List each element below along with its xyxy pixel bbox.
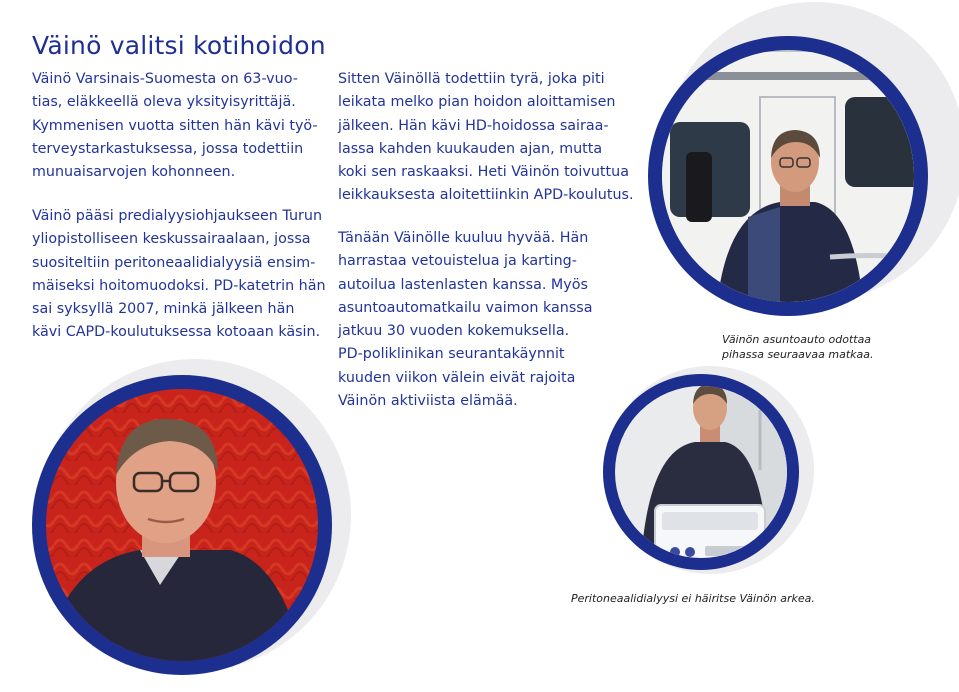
text-line: Sitten Väinöllä todettiin tyrä, joka piti [338, 71, 605, 87]
text-line: mäiseksi hoitomuodoksi. PD-katetrin hän [32, 277, 326, 294]
text-line: Väinö Varsinais-Suomesta on 63-vuo- [32, 71, 298, 87]
motorhome-caption [722, 332, 874, 362]
col2-paragraph-1 [338, 68, 634, 208]
dialysis-caption [571, 591, 815, 606]
col1-paragraph-2 [32, 205, 326, 345]
text-line: jälkeen. Hän kävi HD-hoidossa sairaa- [338, 117, 609, 134]
dialysis-photo [600, 370, 810, 580]
text-line: tias, eläkkeellä oleva yksityisyrittäjä. [32, 94, 296, 111]
text-line: kävi CAPD-koulutuksessa kotoaan käsin. [32, 324, 321, 341]
text-line: Tänään Väinölle kuuluu hyvää. Hän [338, 230, 589, 246]
text-line: PD-poliklinikan seurantakäynnit [338, 346, 565, 363]
text-line: harrastaa vetouistelua ja karting- [338, 253, 577, 270]
article-title: Väinö valitsi kotihoidon [32, 30, 326, 60]
text-line: yliopistolliseen keskussairaalaan, jossa [32, 231, 311, 248]
text-line: munuaisarvojen kohonneen. [32, 164, 236, 181]
col1-paragraph-1 [32, 68, 318, 184]
caption-line: Peritoneaalidialyysi ei häiritse Väinön arkea. [571, 592, 815, 605]
text-line: kuuden viikon välein eivät rajoita [338, 369, 576, 386]
text-line: leikata melko pian hoidon aloittamisen [338, 94, 616, 111]
text-line: asuntoautomatkailu vaimon kanssa [338, 299, 593, 316]
text-line: koki sen raskaaksi. Heti Väinön toivuttua [338, 164, 629, 181]
text-line: leikkauksesta aloitettiinkin APD-koulutus. [338, 187, 634, 204]
caption-line: pihassa seuraavaa matkaa. [722, 348, 874, 361]
portrait-photo [30, 365, 340, 685]
text-line: suositeltiin peritoneaalidialyysiä ensim- [32, 254, 316, 271]
motorhome-photo [630, 2, 959, 330]
text-line: jatkuu 30 vuoden kokemuksella. [338, 323, 570, 340]
text-line: sai syksyllä 2007, minkä jälkeen hän [32, 301, 295, 318]
caption-line: Väinön asuntoauto odottaa [722, 333, 872, 346]
text-line: Kymmenisen vuotta sitten hän kävi työ- [32, 117, 318, 134]
col2-paragraph-2 [338, 227, 592, 413]
text-line: Väinö pääsi predialyysiohjaukseen Turun [32, 208, 323, 224]
text-line: Väinön aktiviista elämää. [338, 393, 518, 410]
text-line: autoilua lastenlasten kanssa. Myös [338, 276, 588, 293]
text-line: lassa kahden kuukauden ajan, mutta [338, 140, 603, 157]
text-line: terveystarkastuksessa, jossa todettiin [32, 140, 304, 157]
